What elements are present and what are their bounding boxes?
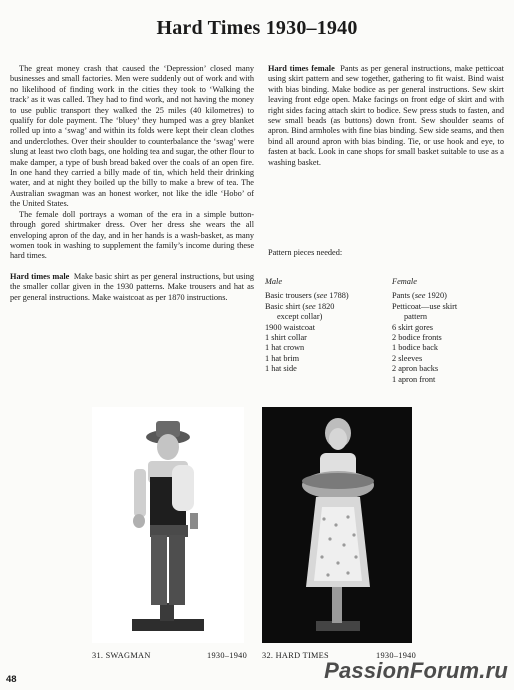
doll-paragraph: The female doll portrays a woman of the era in a simple button-through gored shirtmaker dress. Over her dress she wears the all enveloping apron of the day, and in her hands is a wash-basket, as many women took in washing to supplement the family’s income during these hard times. <box>10 209 254 261</box>
list-item: Basic shirt (see 1820 <box>265 301 335 311</box>
page-title: Hard Times 1930–1940 <box>156 17 358 39</box>
list-item: Petticoat—use skirt <box>392 301 458 311</box>
male-heading: Hard times male <box>10 271 70 281</box>
photo-31-date: 1930–1940 <box>207 651 248 660</box>
pattern-female-list <box>392 277 457 385</box>
list-item: 1900 waistcoat <box>265 322 316 332</box>
photo-32-date: 1930–1940 <box>376 651 417 660</box>
list-item: pattern <box>404 312 428 322</box>
photo-32-caption: 32. HARD TIMES <box>262 651 329 660</box>
female-text: Pants as per general instructions, make petticoat using skirt pattern and sew together, gathering to fit waist. Bind waist with bias binding. Make bodice as per general instructions. Sew skirt leaving front edge open. Make facings on front edge of skirt and with right sides facing attach skirt to bodice. Sew press studs to fasten, and sew small beads (as buttons) down front. Sew shoulder seams of apron. Bind armholes with fine bias binding. Sew side seams, and then bind all around apron with bias binding. Tie, or use hook and eye, to fasten at back. Look in cane shops for small basket suitable to use as a washing basket. <box>268 64 504 167</box>
right-column <box>268 64 504 168</box>
list-item: except collar) <box>277 312 323 322</box>
list-item: 1 bodice back <box>392 343 439 353</box>
list-item: 1 apron front <box>392 374 436 384</box>
pattern-male-header: Male <box>265 277 283 286</box>
list-item: 2 bodice fronts <box>392 333 442 343</box>
hard-times-doll-photo <box>262 407 412 643</box>
pattern-male-list <box>265 277 349 375</box>
pattern-heading: Pattern pieces needed: <box>268 248 343 257</box>
list-item: 2 apron backs <box>392 364 439 374</box>
female-heading: Hard times female <box>268 64 335 73</box>
photo-31-caption: 31. SWAGMAN <box>92 651 151 660</box>
male-instructions <box>10 272 254 303</box>
list-item: Pants (see 1920) <box>392 291 447 301</box>
list-item: 1 hat crown <box>265 343 305 353</box>
intro-paragraph: The great money crash that caused the ‘Depression’ closed many businesses and small factories. Men were suddenly out of work and with no likelihood of finding work in the cities they took to ‘Walking the track’ as it was called. They had to find work, and not having the money to use public transport they walked the 25 miles (40 kilometres) to qualify for dole payment. The ‘bluey’ they humped was a grey blanket rolled up into a ‘swag’ and within its folds were kept their clean clothes and underclothes. Over their shoulder to counterbalance the ‘swag’ were slung at least two cloth bags, one holding tea and sugar, the other flour to make damper, a type of bush bread baked over the coals of an open fire. In one hand they carried a billy made of tin, which held their drinking water, and at night they boiled up the billy to make a brew of tea. The Australian swagman was an honest worker, not like the idle ‘Hobo’ of the United States. <box>10 64 254 209</box>
male-text: Make basic shirt as per general instructions, but using the smaller collar given in the 1930 patterns. Make trousers and hat as per general instructions. Make waistcoat as per 1870 instructions. <box>10 271 254 302</box>
list-item: Basic trousers (see 1788) <box>265 291 349 301</box>
list-item: 1 hat side <box>265 364 297 374</box>
list-item: 1 shirt collar <box>265 333 307 343</box>
swagman-doll-photo <box>92 407 244 643</box>
pattern-female-header: Female <box>392 277 417 286</box>
left-column <box>10 64 254 303</box>
list-item: 2 sleeves <box>392 353 423 363</box>
list-item: 6 skirt gores <box>392 322 434 332</box>
page-number: 48 <box>6 674 17 685</box>
watermark: PassionForum.ru <box>324 658 508 683</box>
list-item: 1 hat brim <box>265 353 300 363</box>
female-instructions <box>268 64 504 168</box>
